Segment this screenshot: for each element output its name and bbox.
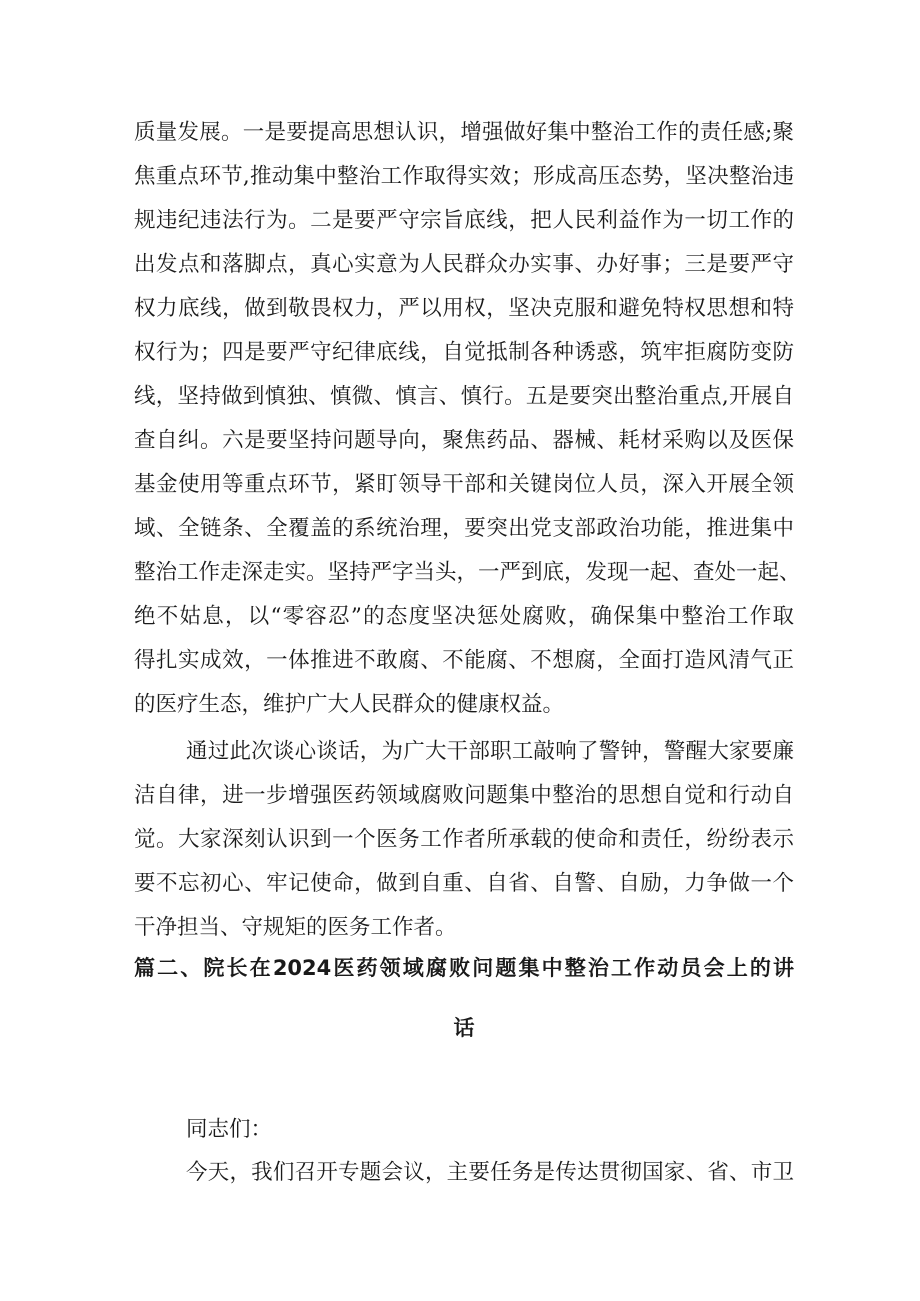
opening-line: 今天，我们召开专题会议，主要任务是传达贯彻国家、省、市卫 bbox=[186, 1160, 794, 1185]
salutation: 同志们： bbox=[186, 1117, 273, 1142]
section-heading: 篇二、院长在2024医药领域腐败问题集中整治工作动员会上的讲 bbox=[134, 956, 794, 980]
paragraph-line: 得扎实成效，一体推进不敢腐、不能腐、不想腐，全面打造风清气正 bbox=[134, 648, 794, 673]
paragraph-line: 线，坚持做到慎独、慎微、慎言、慎行。五是要突出整治重点,开展自 bbox=[134, 384, 794, 409]
paragraph-line: 基金使用等重点环节，紧盯领导干部和关键岗位人员，深入开展全领 bbox=[134, 472, 794, 497]
paragraph-line: 权行为；四是要严守纪律底线，自觉抵制各种诱惑，筑牢拒腐防变防 bbox=[134, 340, 794, 365]
paragraph-line: 权力底线，做到敬畏权力，严以用权，坚决克服和避免特权思想和特 bbox=[134, 296, 794, 321]
paragraph-line: 质量发展。一是要提高思想认识，增强做好集中整治工作的责任感;聚 bbox=[134, 120, 794, 145]
paragraph-line: 出发点和落脚点，真心实意为人民群众办实事、办好事；三是要严守 bbox=[134, 252, 794, 277]
paragraph-line: 觉。大家深刻认识到一个医务工作者所承载的使命和责任，纷纷表示 bbox=[134, 827, 794, 852]
paragraph-line: 的医疗生态，维护广大人民群众的健康权益。 bbox=[134, 692, 565, 717]
paragraph-line: 整治工作走深走实。坚持严字当头，一严到底，发现一起、查处一起、 bbox=[134, 560, 801, 585]
paragraph-line: 查自纠。六是要坚持问题导向，聚焦药品、器械、耗材采购以及医保 bbox=[134, 428, 794, 453]
paragraph-line: 洁自律，进一步增强医药领域腐败问题集中整治的思想自觉和行动自 bbox=[134, 783, 794, 808]
paragraph-line: 绝不姑息，以“零容忍”的态度坚决惩处腐败，确保集中整治工作取 bbox=[134, 604, 794, 629]
paragraph-line: 干净担当、守规矩的医务工作者。 bbox=[134, 915, 457, 940]
section-heading-continuation: 话 bbox=[453, 1016, 475, 1040]
paragraph-line: 通过此次谈心谈话，为广大干部职工敲响了警钟，警醒大家要廉 bbox=[186, 739, 794, 764]
paragraph-line: 规违纪违法行为。二是要严守宗旨底线，把人民利益作为一切工作的 bbox=[134, 208, 794, 233]
paragraph-line: 要不忘初心、牢记使命，做到自重、自省、自警、自励，力争做一个 bbox=[134, 871, 794, 896]
paragraph-line: 域、全链条、全覆盖的系统治理，要突出党支部政治功能，推进集中 bbox=[134, 516, 794, 541]
paragraph-line: 焦重点环节,推动集中整治工作取得实效；形成高压态势，坚决整治违 bbox=[134, 164, 794, 189]
